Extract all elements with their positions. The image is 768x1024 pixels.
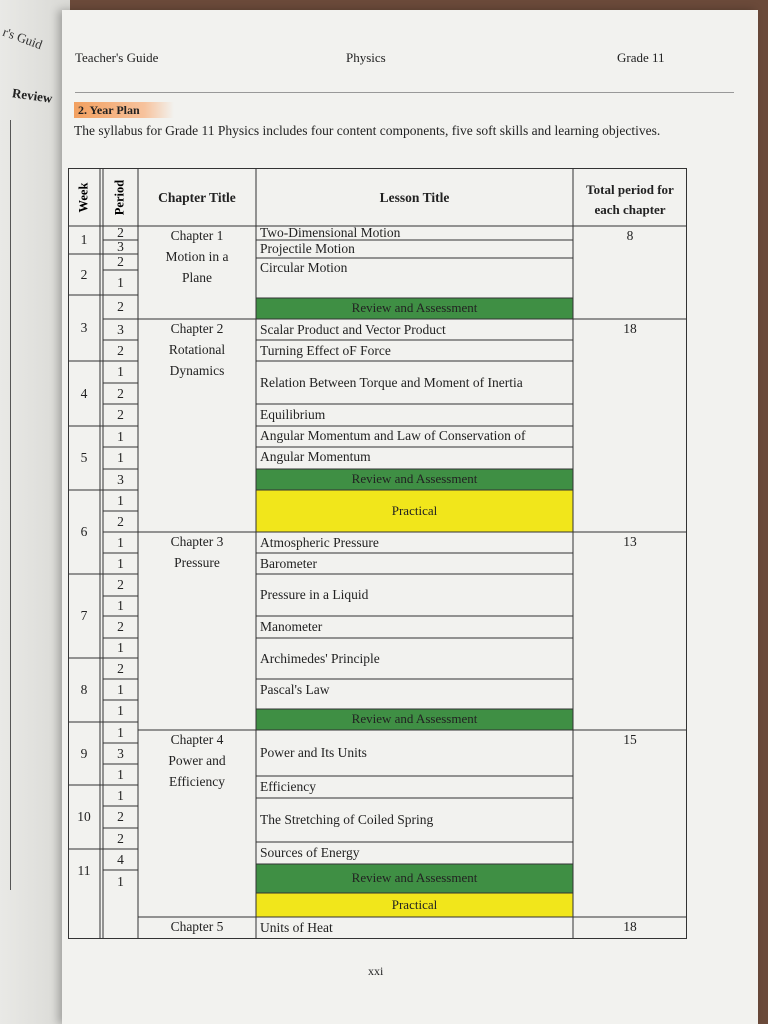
review-bar: Review and Assessment	[256, 298, 573, 319]
chapter-title: Chapter 3	[170, 534, 224, 549]
period-cell: 1	[117, 428, 124, 444]
chapter-title: Pressure	[174, 555, 220, 570]
chapter-total: 13	[623, 534, 637, 549]
lesson-cell: Turning Effect oF Force	[260, 342, 391, 358]
section-intro: The syllabus for Grade 11 Physics includes four content components, five soft skills and learning objectives.	[74, 123, 661, 138]
chapter-title: Chapter 4	[170, 732, 224, 747]
header-chapter: Chapter Title	[158, 190, 236, 205]
lesson-cell: Archimedes' Principle	[260, 650, 380, 666]
year-plan-table	[68, 168, 688, 940]
period-cell: 2	[117, 577, 124, 592]
period-cell: 3	[117, 321, 124, 337]
week-cell: 7	[80, 608, 88, 623]
lesson-cell: Angular Momentum	[260, 449, 371, 464]
chapter-title: Efficiency	[169, 774, 225, 789]
week-cell: 8	[80, 682, 88, 697]
period-cell: 2	[117, 385, 124, 401]
lesson-cell: Units of Heat	[260, 920, 333, 935]
header-period: Period	[112, 179, 127, 216]
period-cell: 2	[117, 513, 124, 529]
page-number: xxi	[368, 964, 384, 978]
lesson-cell: Sources of Energy	[260, 845, 360, 860]
document-page	[62, 10, 758, 1024]
chapter-title: Power and	[168, 753, 226, 768]
period-cell: 2	[117, 225, 124, 240]
period-cell: 1	[117, 703, 124, 718]
period-cell: 1	[117, 640, 124, 655]
lesson-cell: Efficiency	[260, 779, 316, 794]
lesson-cell: Relation Between Torque and Moment of Inertia	[260, 374, 523, 390]
period-cell: 1	[117, 681, 124, 697]
lesson-cell: Manometer	[260, 619, 323, 634]
lesson-cell: Circular Motion	[260, 259, 348, 275]
header-right: Grade 11	[617, 50, 665, 65]
lesson-cell: Pascal's Law	[260, 681, 330, 697]
period-cell: 1	[117, 555, 124, 571]
period-cell: 2	[117, 407, 124, 422]
lesson-cell: Pressure in a Liquid	[260, 587, 369, 602]
chapter-title: Chapter 5	[170, 919, 224, 934]
header-rule	[75, 92, 734, 93]
period-cell: 1	[117, 274, 124, 290]
period-cell: 2	[117, 299, 124, 314]
period-cell: 3	[117, 239, 124, 254]
lesson-cell: Two-Dimensional Motion	[260, 225, 401, 240]
week-cell: 6	[80, 524, 88, 539]
period-cell: 2	[117, 619, 124, 634]
lesson-cell: Projectile Motion	[260, 241, 355, 256]
header-center: Physics	[346, 50, 386, 65]
chapter-total: 18	[623, 321, 637, 336]
period-cell: 4	[117, 851, 124, 867]
lesson-cell: Atmospheric Pressure	[260, 534, 379, 550]
section-title: 2. Year Plan	[74, 102, 174, 118]
period-cell: 2	[117, 254, 124, 269]
period-cell: 1	[117, 364, 124, 379]
week-cell: 11	[77, 863, 91, 878]
review-bar: Review and Assessment	[256, 864, 573, 893]
chapter-total: 15	[623, 732, 637, 747]
period-cell: 1	[117, 534, 124, 550]
period-cell: 1	[117, 724, 124, 740]
chapter-title: Rotational	[168, 342, 226, 357]
review-bar: Review and Assessment	[256, 469, 573, 490]
period-cell: 3	[117, 745, 124, 761]
lesson-cell: Angular Momentum and Law of Conservation of	[260, 428, 526, 443]
practical-bar: Practical	[256, 893, 573, 917]
period-cell: 2	[117, 342, 124, 358]
header-total: Total period for each chapter	[586, 182, 674, 217]
practical-bar: Practical	[256, 490, 573, 532]
period-cell: 1	[117, 492, 124, 508]
header-week: Week	[76, 182, 91, 213]
header-left: Teacher's Guide	[75, 50, 159, 65]
header-lesson: Lesson Title	[379, 190, 450, 205]
period-cell: 2	[117, 660, 124, 676]
left-page-rule	[10, 120, 11, 890]
left-page	[0, 0, 70, 1024]
chapter-total: 18	[623, 919, 637, 934]
chapter-title: Chapter 1	[170, 228, 224, 243]
period-cell: 1	[117, 873, 124, 889]
period-cell: 1	[117, 766, 124, 782]
week-cell: 10	[77, 809, 91, 824]
chapter-title: Plane	[182, 270, 212, 285]
period-cell: 1	[117, 787, 124, 803]
period-cell: 2	[117, 809, 124, 824]
chapter-title: Chapter 2	[170, 321, 224, 336]
week-cell: 3	[80, 320, 88, 335]
lesson-cell: Scalar Product and Vector Product	[260, 321, 446, 337]
chapter-total: 8	[626, 228, 634, 243]
week-cell: 4	[80, 385, 88, 401]
period-cell: 1	[117, 598, 124, 613]
left-page-review: Review	[11, 85, 54, 106]
period-cell: 2	[117, 830, 124, 846]
lesson-cell: Equilibrium	[260, 407, 326, 422]
period-cell: 3	[117, 471, 124, 487]
chapter-title: Motion in a	[165, 249, 229, 264]
chapter-title: Dynamics	[169, 363, 225, 378]
left-page-fragment: r's Guid	[0, 24, 45, 53]
week-cell: 5	[80, 450, 88, 465]
period-cell: 1	[117, 450, 124, 465]
week-cell: 9	[80, 745, 88, 761]
week-cell: 2	[80, 266, 88, 282]
week-cell: 1	[80, 232, 88, 247]
review-bar: Review and Assessment	[256, 709, 573, 730]
lesson-cell: Barometer	[260, 555, 317, 571]
lesson-cell: Power and Its Units	[260, 745, 367, 760]
lesson-cell: The Stretching of Coiled Spring	[260, 812, 434, 827]
